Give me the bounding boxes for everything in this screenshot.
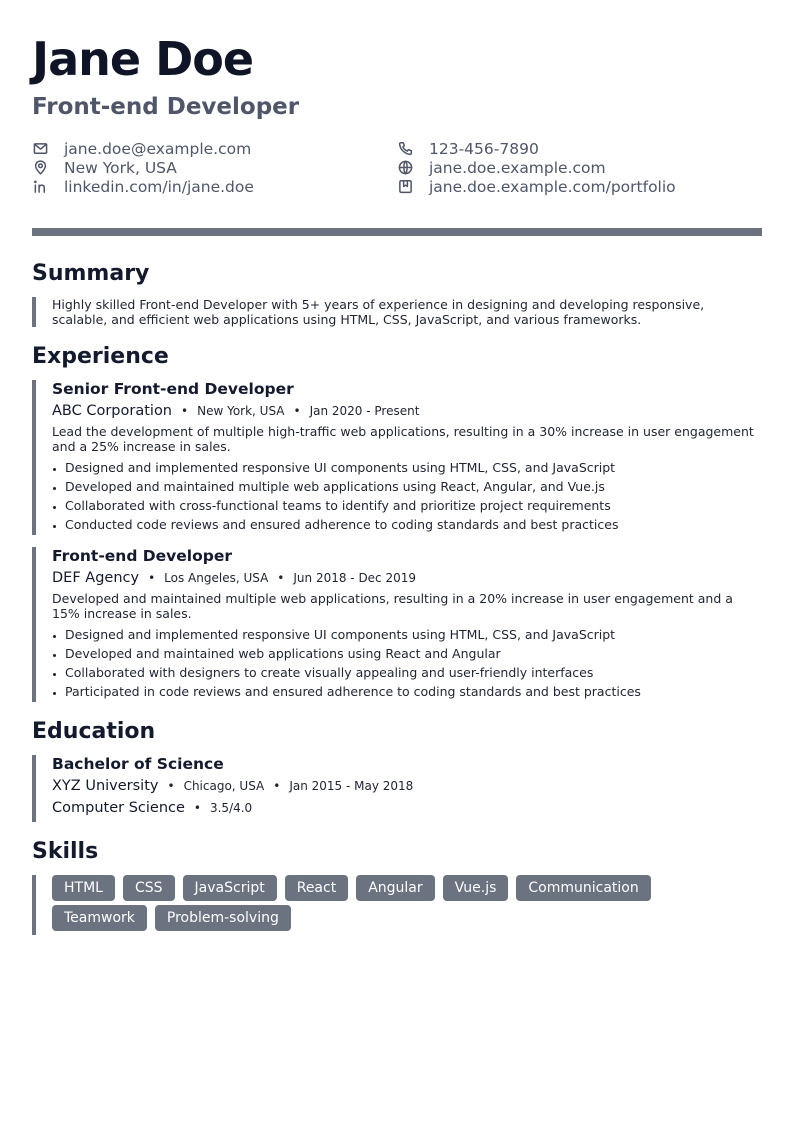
position-description: Lead the development of multiple high-traffic web applications, resulting in a 30% increase in user engagement and a 25% increase in sales. [52, 424, 754, 454]
list-item: Developed and maintained web applications using React and Angular [52, 644, 762, 663]
contact-website-text: jane.doe.example.com [429, 158, 606, 177]
skill-tag: Vue.js [443, 875, 509, 901]
school-location: Chicago, USA [183, 779, 265, 793]
field-of-study: Computer Science [52, 800, 185, 816]
degree-title: Bachelor of Science [52, 755, 224, 773]
experience-entry [32, 547, 762, 702]
contact-location-text: New York, USA [64, 158, 177, 177]
list-item: Conducted code reviews and ensured adherence to coding standards and best practices [52, 515, 762, 534]
position-meta [52, 403, 762, 420]
list-item: Developed and maintained multiple web applications using React, Angular, and Vue.js [52, 477, 762, 496]
skill-tag: HTML [52, 875, 115, 901]
school-name: XYZ University [52, 778, 159, 794]
position-dates: Jan 2020 - Present [309, 404, 420, 418]
company-name: DEF Agency [52, 570, 140, 586]
list-item: Collaborated with designers to create visually appealing and user-friendly interfaces [52, 663, 762, 682]
education-meta [52, 778, 762, 795]
contact-email[interactable] [32, 139, 251, 158]
skill-tag: Teamwork [52, 905, 147, 931]
separator-dot: • [293, 404, 301, 418]
contact-website[interactable] [397, 158, 606, 177]
achievement-list [52, 458, 762, 534]
skill-tag-list [52, 875, 712, 931]
contact-location [32, 158, 177, 177]
position-location: New York, USA [197, 404, 285, 418]
globe-icon [397, 160, 413, 176]
contact-linkedin-text: linkedin.com/in/jane.doe [64, 177, 254, 196]
contact-portfolio[interactable] [397, 177, 676, 196]
skill-tag: Problem-solving [155, 905, 291, 931]
skills-section [32, 875, 762, 935]
education-field-row [52, 800, 762, 817]
candidate-name: Jane Doe [32, 32, 254, 86]
separator-dot: • [273, 779, 281, 793]
education-heading: Education [32, 719, 156, 744]
skill-tag: JavaScript [183, 875, 277, 901]
achievement-list [52, 625, 762, 701]
separator-dot: • [181, 404, 189, 418]
contact-email-text: jane.doe@example.com [64, 139, 252, 158]
position-location: Los Angeles, USA [164, 571, 269, 585]
contact-phone[interactable] [397, 139, 539, 158]
header-divider [32, 228, 762, 236]
skill-tag: Angular [356, 875, 434, 901]
list-item: Designed and implemented responsive UI components using HTML, CSS, and JavaScript [52, 458, 762, 477]
skill-tag: React [285, 875, 348, 901]
list-item: Participated in code reviews and ensured adherence to coding standards and best practices [52, 682, 762, 701]
summary-heading: Summary [32, 261, 150, 286]
separator-dot: • [277, 571, 285, 585]
list-item: Collaborated with cross-functional teams to identify and prioritize project requirements [52, 496, 762, 515]
contact-phone-text: 123-456-7890 [429, 139, 539, 158]
summary-text: Highly skilled Front-end Developer with 5+ years of experience in designing and developing responsive, scalable, and efficient web applications using HTML, CSS, JavaScript, and various frameworks. [52, 297, 705, 327]
gpa-value: 3.5/4.0 [209, 801, 253, 815]
summary-section [32, 297, 762, 327]
mail-icon [32, 141, 48, 157]
education-dates: Jan 2015 - May 2018 [289, 779, 414, 793]
separator-dot: • [148, 571, 156, 585]
phone-icon [397, 141, 413, 157]
separator-dot: • [167, 779, 175, 793]
experience-entry [32, 380, 762, 535]
contact-linkedin[interactable] [32, 177, 254, 196]
position-description: Developed and maintained multiple web applications, resulting in a 20% increase in user engagement and a 15% increase in sales. [52, 591, 733, 621]
list-item: Designed and implemented responsive UI components using HTML, CSS, and JavaScript [52, 625, 762, 644]
map-pin-icon [32, 160, 48, 176]
contact-portfolio-text: jane.doe.example.com/portfolio [429, 177, 676, 196]
skills-heading: Skills [32, 839, 99, 864]
position-dates: Jun 2018 - Dec 2019 [293, 571, 417, 585]
skill-tag: Communication [516, 875, 650, 901]
education-entry [32, 755, 762, 822]
experience-heading: Experience [32, 344, 169, 369]
position-meta [52, 570, 762, 587]
separator-dot: • [193, 801, 201, 815]
linkedin-icon [32, 179, 48, 195]
job-title-heading: Front-end Developer [32, 94, 300, 120]
skill-tag: CSS [123, 875, 175, 901]
position-title: Front-end Developer [52, 547, 233, 565]
book-icon [397, 179, 413, 195]
company-name: ABC Corporation [52, 403, 173, 419]
position-title: Senior Front-end Developer [52, 380, 294, 398]
